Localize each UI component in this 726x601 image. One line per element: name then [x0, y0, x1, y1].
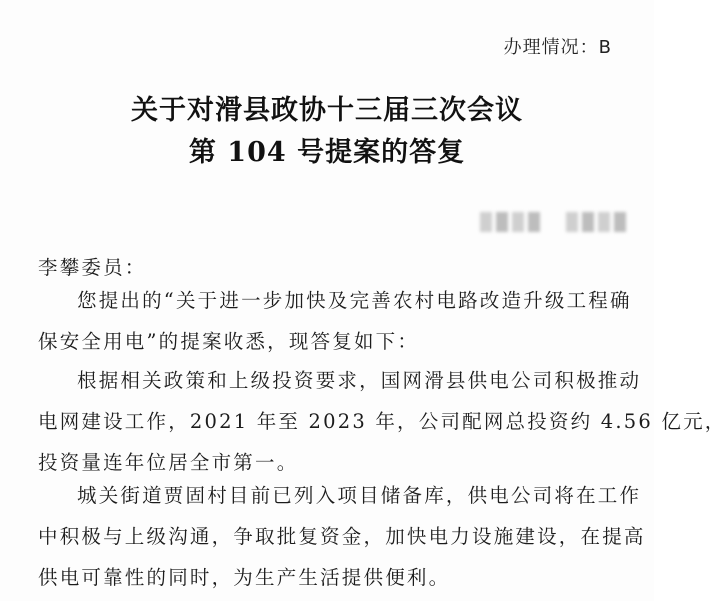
paragraph-3-line: 中积极与上级沟通，争取批复资金，加快电力设施建设，在提高 [38, 525, 646, 548]
paragraph-3-line: 供电可靠性的同时，为生产生活提供便利。 [38, 566, 451, 589]
paragraph-1-line: 保安全用电”的提案收悉，现答复如下： [38, 330, 420, 353]
redacted-block [480, 212, 540, 234]
handling-status: 办理情况：B [503, 37, 612, 58]
paragraph-2-line: 电网建设工作，2021 年至 2023 年，公司配网总投资约 4.56 亿元， [38, 410, 726, 433]
paragraph-1 [38, 285, 632, 357]
document-title-line-2: 第 104 号提案的答复 [188, 137, 466, 168]
paragraph-1-line: 您提出的“关于进一步加快及完善农村电路改造升级工程确 [77, 289, 632, 312]
redacted-block [566, 212, 626, 234]
salutation: 李攀委员： [38, 256, 147, 279]
paragraph-2-line: 根据相关政策和上级投资要求，国网滑县供电公司积极推动 [77, 369, 642, 392]
paragraph-2-line: 投资量连年位居全市第一。 [38, 451, 299, 474]
document-title-line-1: 关于对滑县政协十三届三次会议 [131, 95, 523, 126]
paragraph-3-line: 城关街道贾固村目前已列入项目储备库，供电公司将在工作 [77, 484, 642, 507]
paragraph-2 [38, 365, 726, 478]
paragraph-3 [38, 480, 646, 593]
